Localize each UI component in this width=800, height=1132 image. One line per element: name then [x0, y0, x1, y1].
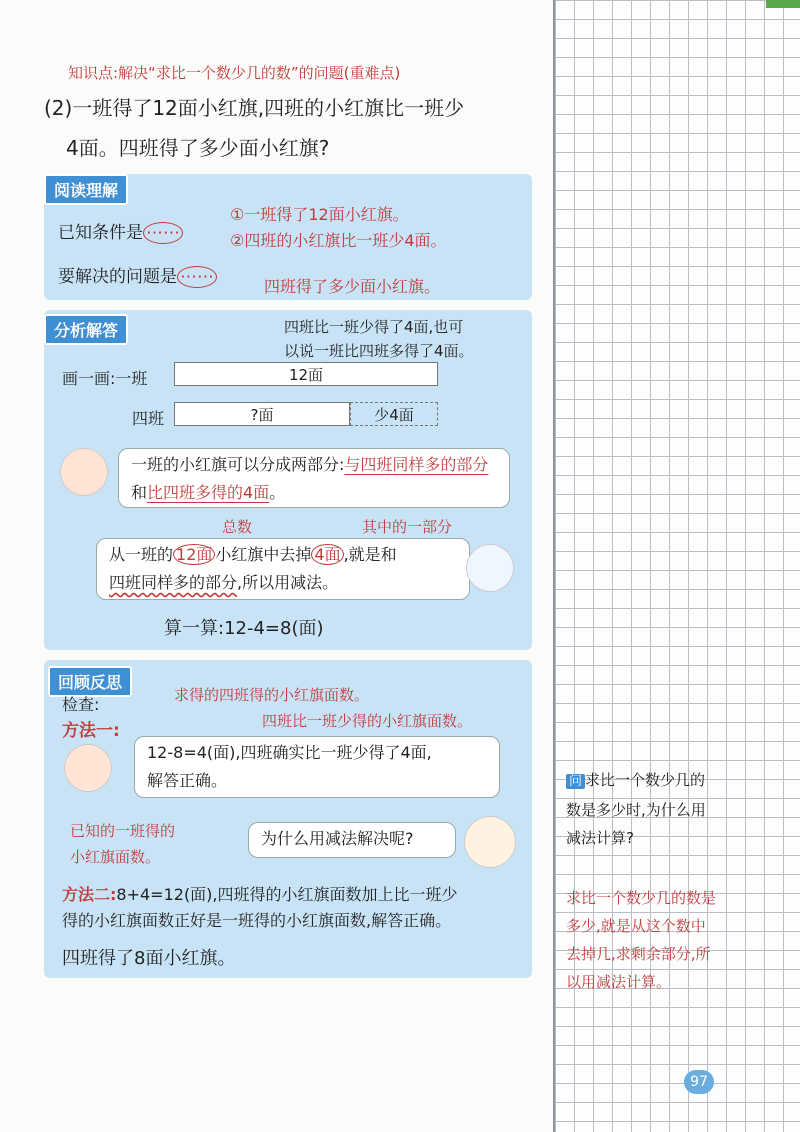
review-note-bottom-1: 已知的一班得的 — [70, 822, 176, 840]
known-1: ①一班得了12面小红旗。 — [230, 205, 409, 224]
question-label: 要解决的问题是 ⋯⋯ — [58, 262, 217, 287]
analysis-tag: 分析解答 — [44, 314, 128, 345]
boy-bubble: 从一班的 12面 小红旗中去掉 4面 ,就是和 四班同样多的部分,所以用减法。 — [96, 538, 470, 600]
ellipsis-icon: ⋯⋯ — [143, 222, 183, 244]
review-note-bottom-2: 小红旗面数。 — [70, 848, 161, 866]
knowledge-point: 知识点:解决“求比一个数少几的数”的问题(重难点) — [68, 64, 401, 82]
check-bubble: 12-8=4(面),四班确实比一班少得了4面, 解答正确。 — [134, 736, 500, 798]
class4-bar: ?面 — [174, 402, 350, 426]
side-answer: 求比一个数少几的数是多少,就是从这个数中去掉几,求剩余部分,所以用减法计算。 — [566, 889, 717, 991]
class1-bar: 12面 — [174, 362, 438, 386]
why-bubble: 为什么用减法解决呢? — [248, 822, 456, 858]
boy-avatar-2 — [464, 816, 516, 868]
answer-line: 四班得了8面小红旗。 — [62, 948, 236, 969]
method2-line-1: 方法二:8+4=12(面),四班得的小红旗面数加上比一班少 — [62, 885, 458, 904]
ellipsis-icon-2: ⋯⋯ — [177, 266, 217, 288]
review-tag: 回顾反思 — [48, 666, 132, 697]
review-note-top: 求得的四班得的小红旗面数。 — [174, 686, 370, 704]
class4-label: 四班 — [132, 409, 165, 428]
class4-less-bar: 少4面 — [350, 402, 438, 426]
problem-line-1: (2)一班得了12面小红旗,四班的小红旗比一班少 — [44, 96, 465, 120]
question-text: 四班得了多少面小红旗。 — [264, 277, 441, 296]
check-label: 检查: — [62, 695, 100, 714]
corner-mark — [766, 0, 800, 8]
review-note-mid: 四班比一班少得的小红旗面数。 — [262, 712, 473, 730]
total-note: 总数 — [222, 518, 253, 536]
draw-label: 画一画:一班 — [62, 369, 148, 388]
analysis-note-1: 四班比一班少得了4面,也可 — [284, 318, 464, 336]
girl-avatar — [60, 448, 108, 496]
q-icon: 问 — [566, 774, 585, 789]
boy-avatar — [466, 544, 514, 592]
known-2: ②四班的小红旗比一班少4面。 — [230, 231, 447, 250]
method1-label: 方法一: — [62, 721, 120, 741]
girl-avatar-2 — [64, 744, 112, 792]
part-note: 其中的一部分 — [362, 518, 453, 536]
method2-line-2: 得的小红旗面数正好是一班得的小红旗面数,解答正确。 — [62, 911, 452, 930]
side-question: 问 求比一个数少几的数是多少时,为什么用减法计算? — [566, 771, 706, 847]
calc-line: 算一算:12-4=8(面) — [164, 618, 324, 639]
known-label: 已知条件是 ⋯⋯ — [58, 218, 183, 243]
analysis-panel — [44, 310, 532, 650]
review-panel — [44, 660, 532, 978]
problem-line-2: 4面。四班得了多少面小红旗? — [66, 136, 330, 160]
reading-tag: 阅读理解 — [44, 174, 128, 205]
page-number: 97 — [684, 1070, 714, 1094]
reading-panel — [44, 174, 532, 300]
analysis-note-2: 以说一班比四班多得了4面。 — [284, 342, 474, 360]
girl-bubble: 一班的小红旗可以分成两部分:与四班同样多的部分和比四班多得的4面。 — [118, 448, 510, 508]
